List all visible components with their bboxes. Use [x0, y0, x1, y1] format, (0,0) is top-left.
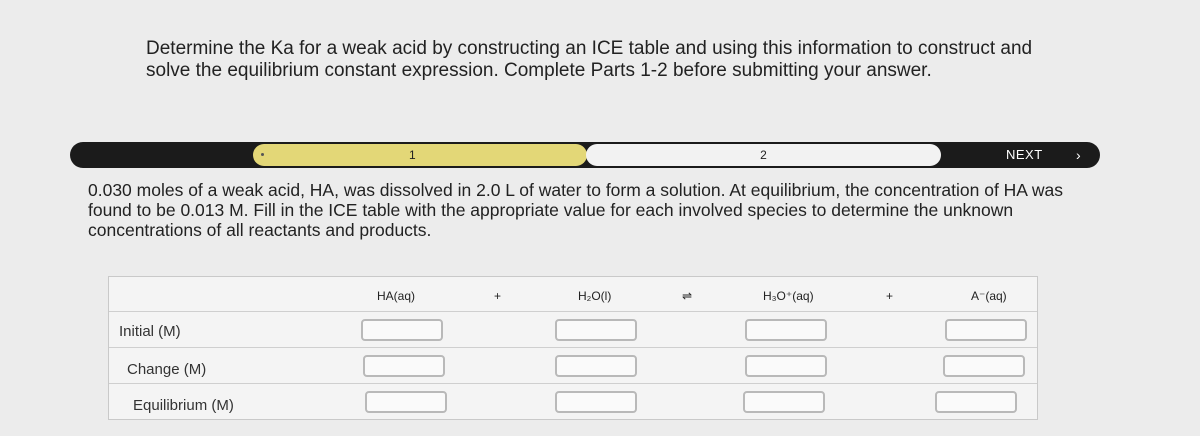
- header-ha: HA(aq): [377, 289, 416, 303]
- input-a-change[interactable]: [943, 355, 1025, 377]
- row-label-change: Change (M): [127, 361, 207, 378]
- table-divider: [109, 347, 1037, 348]
- chevron-right-icon[interactable]: ›: [1076, 147, 1081, 163]
- next-button[interactable]: NEXT: [1006, 147, 1043, 162]
- input-h2o-equilibrium[interactable]: [555, 391, 637, 413]
- instructions-text: Determine the Ka for a weak acid by constructing an ICE table and using this information to construct and solve the equilibrium constant expression. Complete Parts 1-2 before submitting your answer.: [146, 38, 1033, 81]
- input-h3o-equilibrium[interactable]: [743, 391, 825, 413]
- header-a-minus: A⁻(aq): [971, 289, 1007, 303]
- input-a-initial[interactable]: [945, 319, 1027, 341]
- step-2-tab[interactable]: [586, 144, 941, 166]
- header-plus: +: [886, 289, 894, 303]
- input-a-equilibrium[interactable]: [935, 391, 1017, 413]
- step-dot-icon: [261, 153, 264, 156]
- step-1-label: 1: [409, 148, 416, 162]
- input-ha-initial[interactable]: [361, 319, 443, 341]
- table-divider: [109, 383, 1037, 384]
- ice-table: [108, 276, 1038, 420]
- input-h3o-change[interactable]: [745, 355, 827, 377]
- input-ha-change[interactable]: [363, 355, 445, 377]
- input-ha-equilibrium[interactable]: [365, 391, 447, 413]
- header-h3o: H₃O⁺(aq): [763, 289, 814, 303]
- header-plus: +: [494, 289, 502, 303]
- input-h2o-initial[interactable]: [555, 319, 637, 341]
- row-label-equilibrium: Equilibrium (M): [133, 397, 234, 414]
- row-label-initial: Initial (M): [119, 323, 181, 340]
- header-equilibrium-arrow: ⇌: [682, 289, 693, 303]
- step-1-tab[interactable]: [253, 144, 587, 166]
- table-divider: [109, 311, 1037, 312]
- input-h3o-initial[interactable]: [745, 319, 827, 341]
- problem-statement: 0.030 moles of a weak acid, HA, was dissolved in 2.0 L of water to form a solution. At equilibrium, the concentration of HA was found to be 0.013 M. Fill in the ICE table with the appropriate value for each involved species to determine the unknown concentrations of all reactants and products.: [88, 180, 1063, 240]
- step-2-label: 2: [760, 148, 767, 162]
- input-h2o-change[interactable]: [555, 355, 637, 377]
- header-h2o: H₂O(l): [578, 289, 612, 303]
